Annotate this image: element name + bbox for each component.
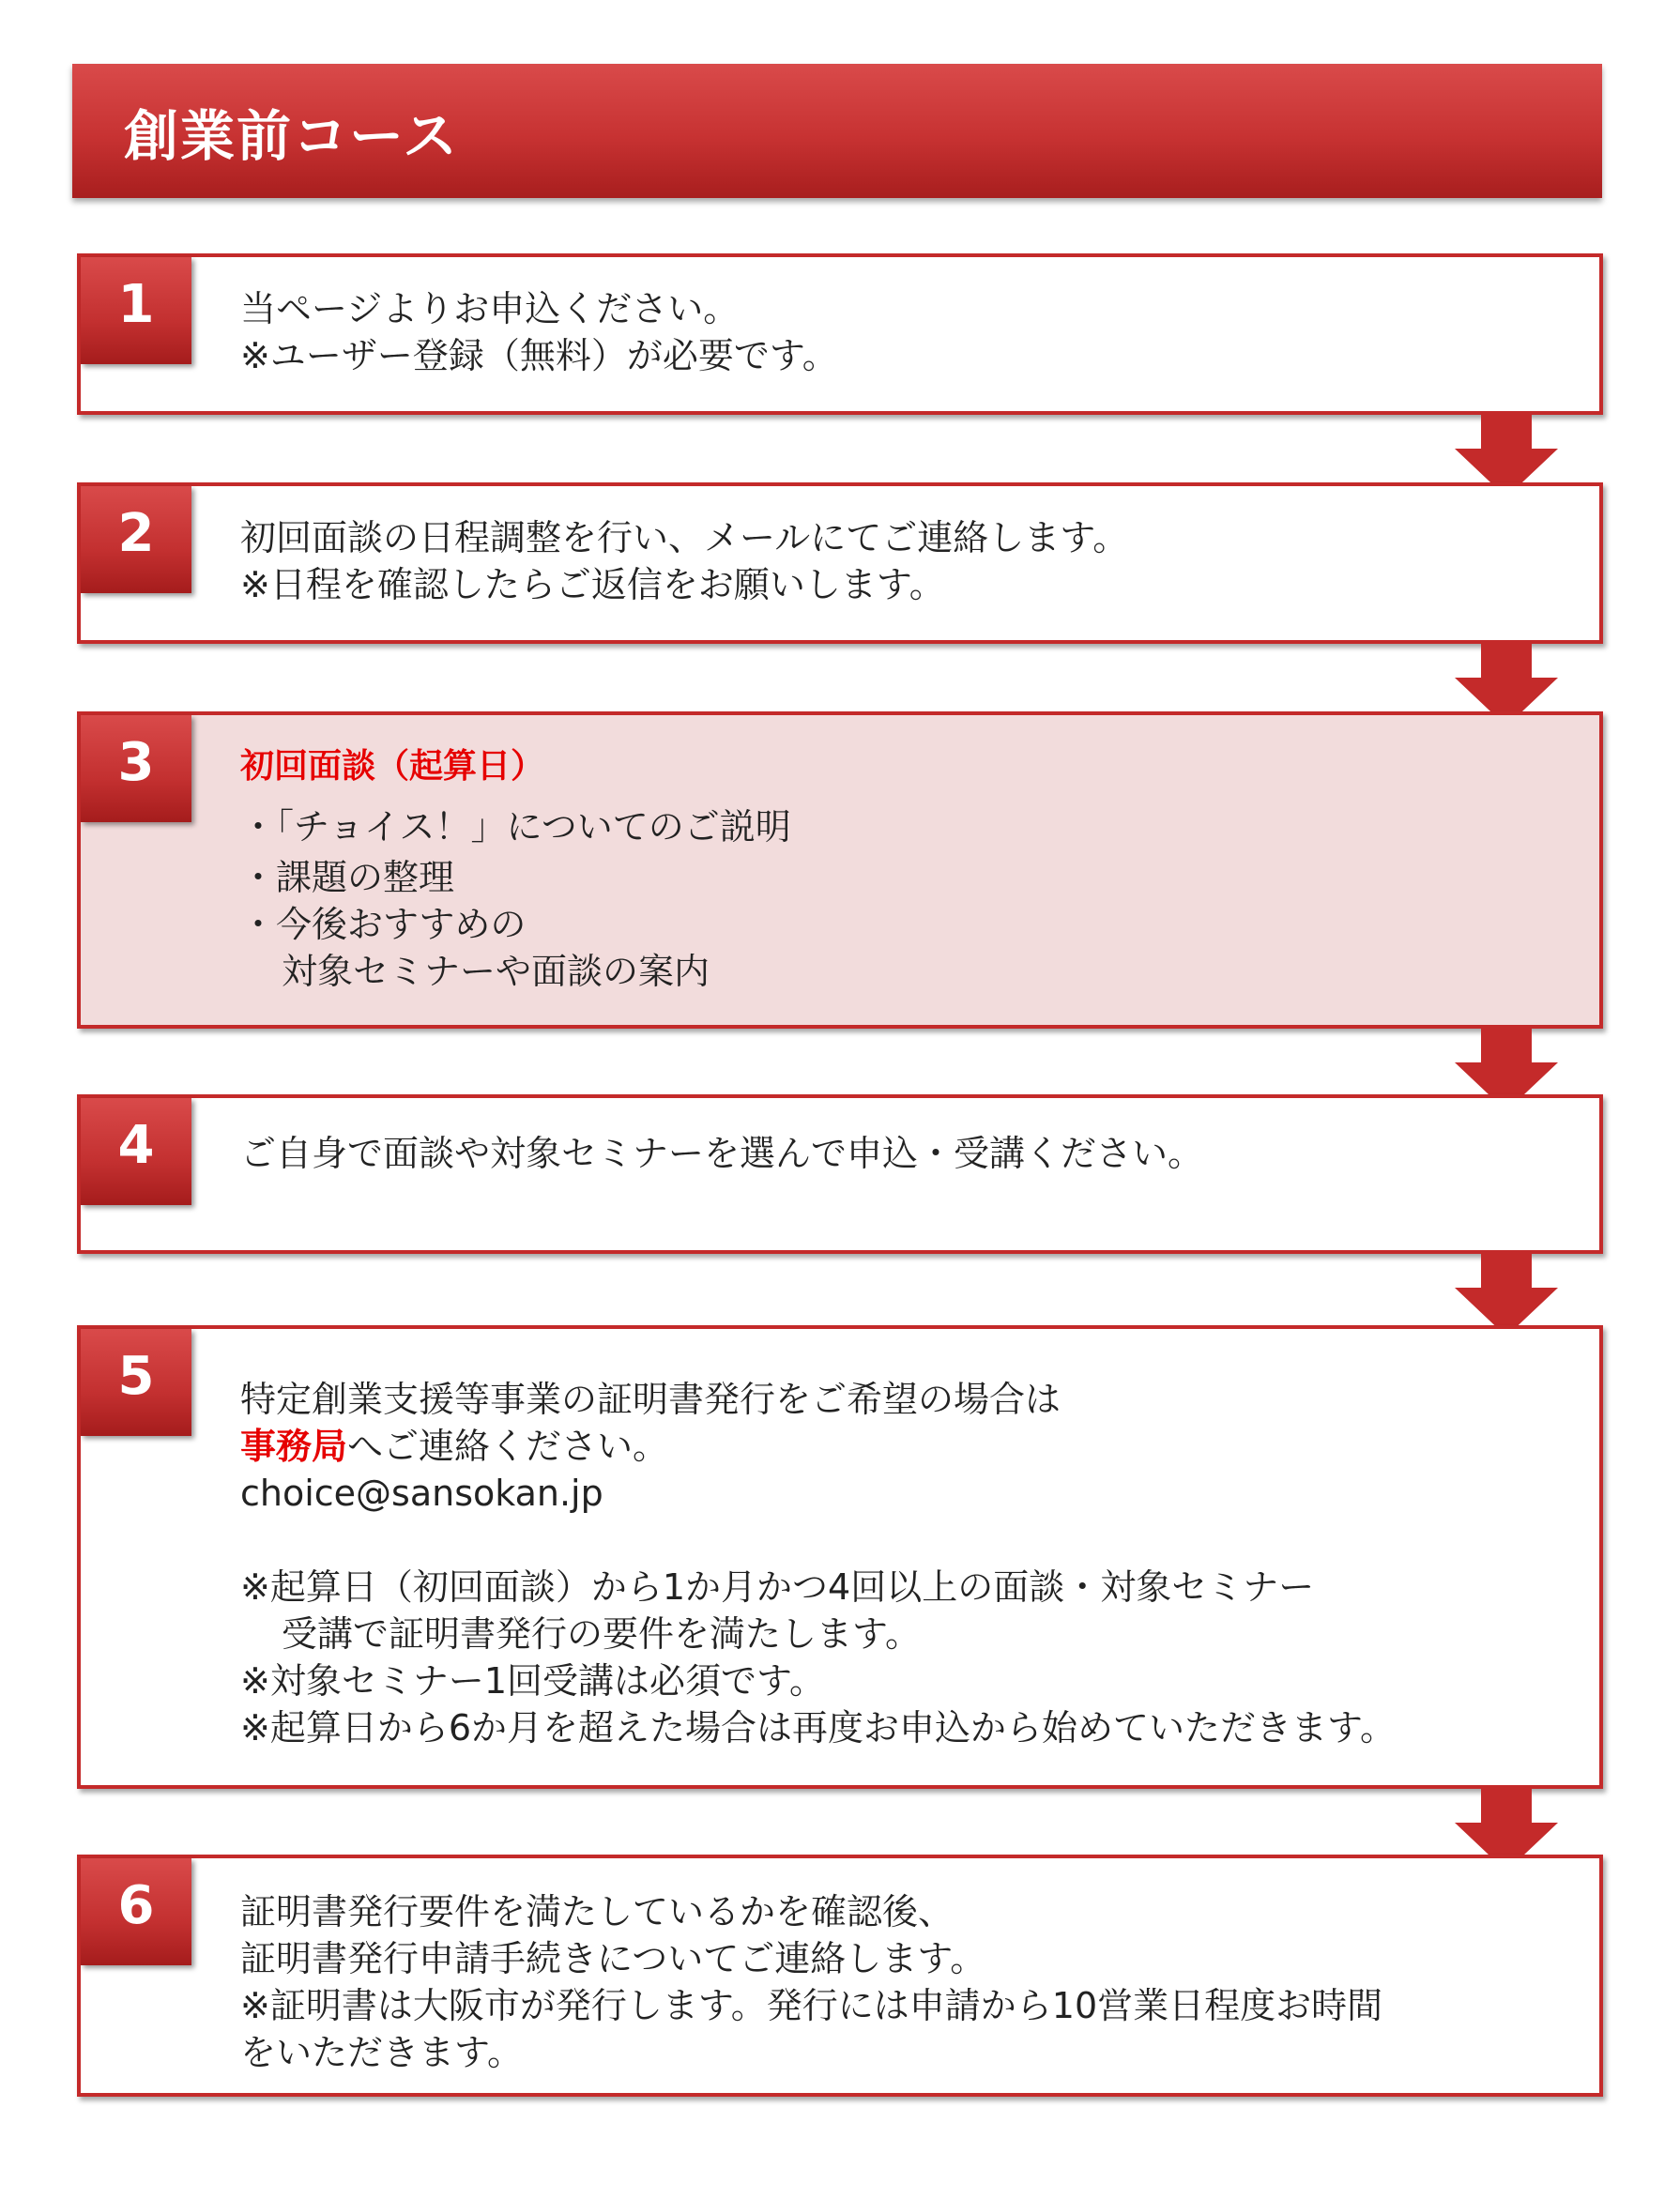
step-number: 4 [117,1115,155,1176]
step-number-badge [81,1329,191,1436]
step-note: ※日程を確認したらご返信をお願いします。 [240,564,945,605]
step-number: 2 [117,503,155,564]
step-number: 6 [117,1875,155,1936]
step-note-continuation: 受講で証明書発行の要件を満たします。 [282,1613,921,1655]
step-text: 証明書発行申請手続きについてご連絡します。 [240,1938,986,1979]
step-number-badge [81,257,191,364]
step-content [240,1376,1581,1751]
step-text: 特定創業支援等事業の証明書発行をご希望の場合は [240,1379,1061,1420]
bullet-item: ・今後おすすめの [240,904,527,945]
spacer [240,1517,1581,1564]
step-content [240,743,1581,995]
step-content [240,514,1581,608]
contact-request: へご連絡ください。 [347,1426,669,1467]
bullet-item: ・「チョイス！」についてのご説明 [240,806,791,848]
email-address: choice@sansokan.jp [240,1473,603,1514]
down-arrow-icon [1455,1252,1558,1336]
step-note: ※対象セミナー1回受講は必須です。 [240,1660,825,1702]
step-text-contact [240,1423,1581,1470]
step-note: ※起算日（初回面談）から1か月かつ4回以上の面談・対象セミナー [240,1566,1315,1608]
step-number: 5 [117,1346,155,1407]
step-note: ※証明書は大阪市が発行します。発行には申請から10営業日程度お時間 [240,1985,1383,2026]
course-header [72,64,1602,198]
step-number: 3 [117,732,155,793]
step-note: ※起算日から6か月を超えた場合は再度お申込から始めていただきます。 [240,1707,1396,1749]
office-label: 事務局 [240,1426,348,1467]
step-1 [77,253,1603,415]
step-note: ※ユーザー登録（無料）が必要です。 [240,335,838,376]
step-6 [77,1855,1603,2097]
step-text: 証明書発行要件を満たしているかを確認後、 [240,1891,955,1932]
step-4 [77,1094,1603,1254]
step-number-badge [81,486,191,593]
step-text: 当ページよりお申込ください。 [240,288,740,329]
step-content [240,285,1581,379]
step-3 [77,711,1603,1029]
step-text: 初回面談の日程調整を行い、メールにてご連絡します。 [240,517,1129,558]
step-content [240,1888,1581,2076]
step-5 [77,1325,1603,1789]
step-number: 1 [117,274,155,335]
step-text: ご自身で面談や対象セミナーを選んで申込・受講ください。 [240,1133,1204,1174]
step-2 [77,482,1603,644]
bullet-item: ・課題の整理 [240,857,455,898]
step-number-badge [81,1098,191,1205]
course-title: 創業前コース [124,104,460,168]
step-title: 初回面談（起算日） [240,747,545,786]
step-number-badge [81,1858,191,1965]
step-content [240,1130,1581,1177]
step-note-continuation: をいただきます。 [240,2032,523,2073]
bullet-item-continuation: 対象セミナーや面談の案内 [282,951,710,992]
step-number-badge [81,715,191,822]
